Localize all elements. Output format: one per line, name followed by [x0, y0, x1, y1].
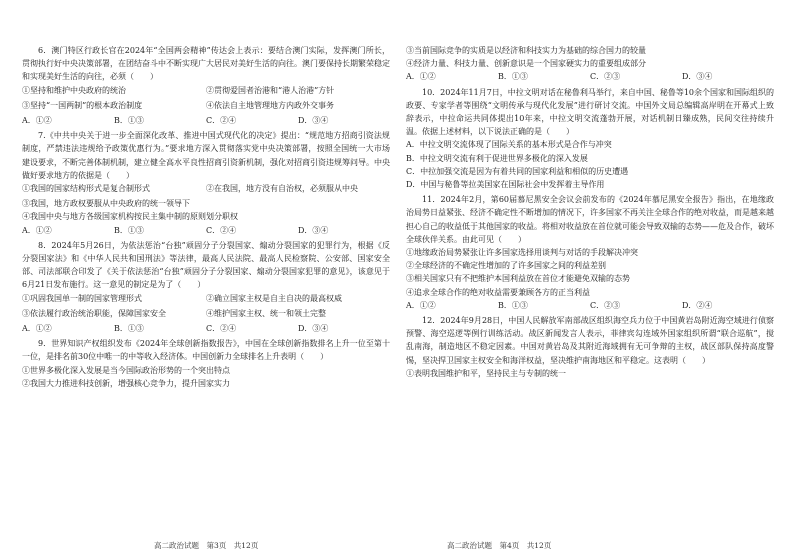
question-stem: 12．2024年9月28日，中国人民解放军南部战区组织海空兵力位于中国黄岩岛附近海空域进行侦察预警、海空巡逻等例行训练活动。战区新闻发言人表示，菲律宾勾连域外国家组织所谓“联合巡航”，搅乱南海，制造地区不稳定因素。中国对黄岩岛及其附近海域拥有无可争辩的主权，战区部队保持高度警惕，坚决捍卫国家主权安全和海洋权益，坚决维护南海地区和平稳定。这表明（ ）	[406, 316, 774, 365]
question-10	[406, 86, 774, 192]
answer-choice: C．②④	[206, 225, 237, 235]
answer-choice: A．①②	[22, 324, 52, 334]
option-item: ①坚持和维护中央政府的统治	[22, 85, 126, 95]
answer-choice: B．①③	[114, 225, 144, 235]
answer-choice: A．①②	[406, 72, 436, 82]
question-stem: 9．世界知识产权组织发布《2024年全球创新指数报告》，中国在全球创新指数排名上升一位至第十一位，是排名前30位中唯一的中等收入经济体。中国创新力全球排名上升表明（ ）	[22, 339, 390, 362]
answer-choice: C．②④	[206, 324, 237, 334]
option-item: ②我国大力推进科技创新，增强核心竞争力，提升国家实力	[22, 378, 230, 388]
option-item: ②在我国，地方没有自治权，必须服从中央	[206, 184, 358, 194]
option-item: ③相关国家只有不把维护本国利益放在首位才能避免双输的态势	[406, 274, 630, 284]
answer-choice: C．②③	[590, 300, 621, 310]
option-row	[22, 307, 390, 320]
answer-choice: A．①②	[22, 116, 52, 126]
question-7	[22, 129, 390, 237]
option-item: D．中国与秘鲁等拉美国家在国际社会中发挥着主导作用	[406, 180, 605, 190]
answer-choice: B．①③	[498, 300, 528, 310]
question-8	[22, 239, 390, 335]
option-item: ①巩固我国单一制的国家管理形式	[22, 293, 142, 303]
option-item: ④经济力量、科技力量、创新意识是一个国家硬实力的重要组成部分	[406, 59, 646, 69]
answer-choice: D．③④	[298, 116, 329, 126]
option-item: ①地缘政治局势紧张让许多国家选择用谈判与对话的手段解决冲突	[406, 248, 638, 258]
answer-row	[22, 322, 390, 335]
option-item: ②全球经济的不确定性增加的了许多国家之间的利益差别	[406, 261, 606, 271]
option-row	[22, 99, 390, 112]
page-footer-right: 高二政治试题 第4页 共12页	[447, 541, 552, 550]
page-footer-left: 高二政治试题 第3页 共12页	[154, 541, 259, 550]
option-item: ③依法履行政治统治职能，保障国家安全	[22, 308, 166, 318]
answer-choice: D．②④	[682, 300, 713, 310]
question-9	[22, 337, 390, 390]
answer-choice: D．③④	[298, 225, 329, 235]
option-item: ②确立国家主权是自主自决的最高权威	[206, 293, 342, 303]
option-item: ①表明我国维护和平，坚持民主与专制的统一	[406, 368, 566, 378]
option-row	[22, 84, 390, 97]
option-row	[22, 182, 390, 195]
option-item: ①世界多极化深入发展是当今国际政治形势的一个突出特点	[22, 365, 230, 375]
question-11	[406, 193, 774, 312]
answer-choice: C．②④	[206, 116, 237, 126]
option-item: C．中拉加强交流是因为有着共同的国家利益和相似的历史遭遇	[406, 166, 629, 176]
answer-choice: B．①③	[498, 72, 528, 82]
answer-row	[22, 114, 390, 127]
option-item: A．中拉文明交流体现了国际关系的基本形式是合作与冲突	[406, 140, 612, 150]
question-stem: 6．澳门特区行政长官在2024年“全国两会精神”传达会上表示：要结合澳门实际，发挥澳门所长，贯彻执行好中央决策部署，在团结奋斗中不断实现广大居民对美好生活的向往。澳门要保持长期繁荣稳定和实现美好生活的向往，必须（ ）	[22, 46, 390, 82]
question-stem: 8．2024年5月26日，为依法惩治“台独”顽固分子分裂国家、煽动分裂国家的犯罪行为，根据《反分裂国家法》和《中华人民共和国刑法》等法律，最高人民法院、最高人民检察院、公安部、国家安全部、司法部联合印发了《关于依法惩治“台独”顽固分子分裂国家、煽动分裂国家犯罪的意见》，该意见于6月21日发布施行。这一意见的制定是为了（ ）	[22, 240, 390, 290]
answer-choice: B．①③	[114, 324, 144, 334]
question-stem: 7.《中共中央关于进一步全面深化改革、推进中国式现代化的决定》提出：“规范地方招商引资法规制度，严禁违法违规给予政策优惠行为。”要求地方深入贯彻落实党中央决策部署，按照全国统一大市场建设要求，不断完善体制机制，建立健全高水平良性招商引资新机制，强化对招商引资违规筹问导。中央做好要求地方的依据是（ ）	[22, 131, 390, 180]
question-12	[406, 314, 774, 380]
option-row	[22, 292, 390, 305]
option-item: ②贯彻爱国者治港和“港人治港”方针	[206, 85, 335, 95]
option-item: ④维护国家主权、统一和领土完整	[206, 308, 326, 318]
answer-choice: C．②③	[590, 72, 621, 82]
answer-row	[406, 70, 774, 83]
option-item: ①我国的国家结构形式是复合制形式	[22, 184, 150, 194]
option-item: ④依法自主地管理地方内政外交事务	[206, 100, 334, 110]
answer-row	[406, 299, 774, 312]
answer-row	[22, 224, 390, 237]
question-9-continued	[406, 44, 774, 84]
right-column	[406, 44, 774, 382]
option-item: ④我国中央与地方各级国家机构按民主集中制的原则划分职权	[22, 212, 238, 222]
option-item: ③我国，地方政权要服从中央政府的统一领导下	[22, 199, 190, 209]
option-item: ④追求全球合作的绝对收益需要兼顾各方的正当利益	[406, 287, 590, 297]
answer-choice: A．①②	[22, 225, 52, 235]
option-item: B．中拉文明交流有利于促进世界多极化的深入发展	[406, 153, 588, 163]
question-stem: 11．2024年2月，第60届慕尼黑安全会议会前发布的《2024年慕尼黑安全报告》指出，在地缘政治局势日益紧张、经济不确定性不断增加的情况下，许多国家不再关注全球合作的绝对收益，而是越来越担心自己的收益低于其他国家的收益。将相对收益放在首位就可能会导致双输的态势——危及合作，破坏全球伙伴关系。由此可见（ ）	[406, 195, 774, 244]
question-6	[22, 44, 390, 127]
answer-choice: D．③④	[298, 324, 329, 334]
option-item: ③当前国际竞争的实质是以经济和科技实力为基础的综合国力的较量	[406, 46, 646, 55]
answer-choice: B．①③	[114, 116, 144, 126]
answer-choice: D．③④	[682, 72, 713, 82]
question-stem: 10．2024年11月7日，中拉文明对话在秘鲁利马举行，来自中国、秘鲁等10余个国家和国际组织的政要、专家学者等围绕“文明传承与现代化发展”进行研讨交流。中国外文局总编辑高岸明在开幕式上致辞表示，中拉命运共同体提出10年来，中拉文明交流蓬勃开展，对话机制日臻成熟，民间交往持续升温。依据上述材料，以下说法正确的是（ ）	[406, 87, 774, 137]
left-column	[22, 44, 390, 392]
option-item: ③坚持“一国两制”的根本政治制度	[22, 100, 143, 110]
answer-choice: A．①②	[406, 300, 436, 310]
